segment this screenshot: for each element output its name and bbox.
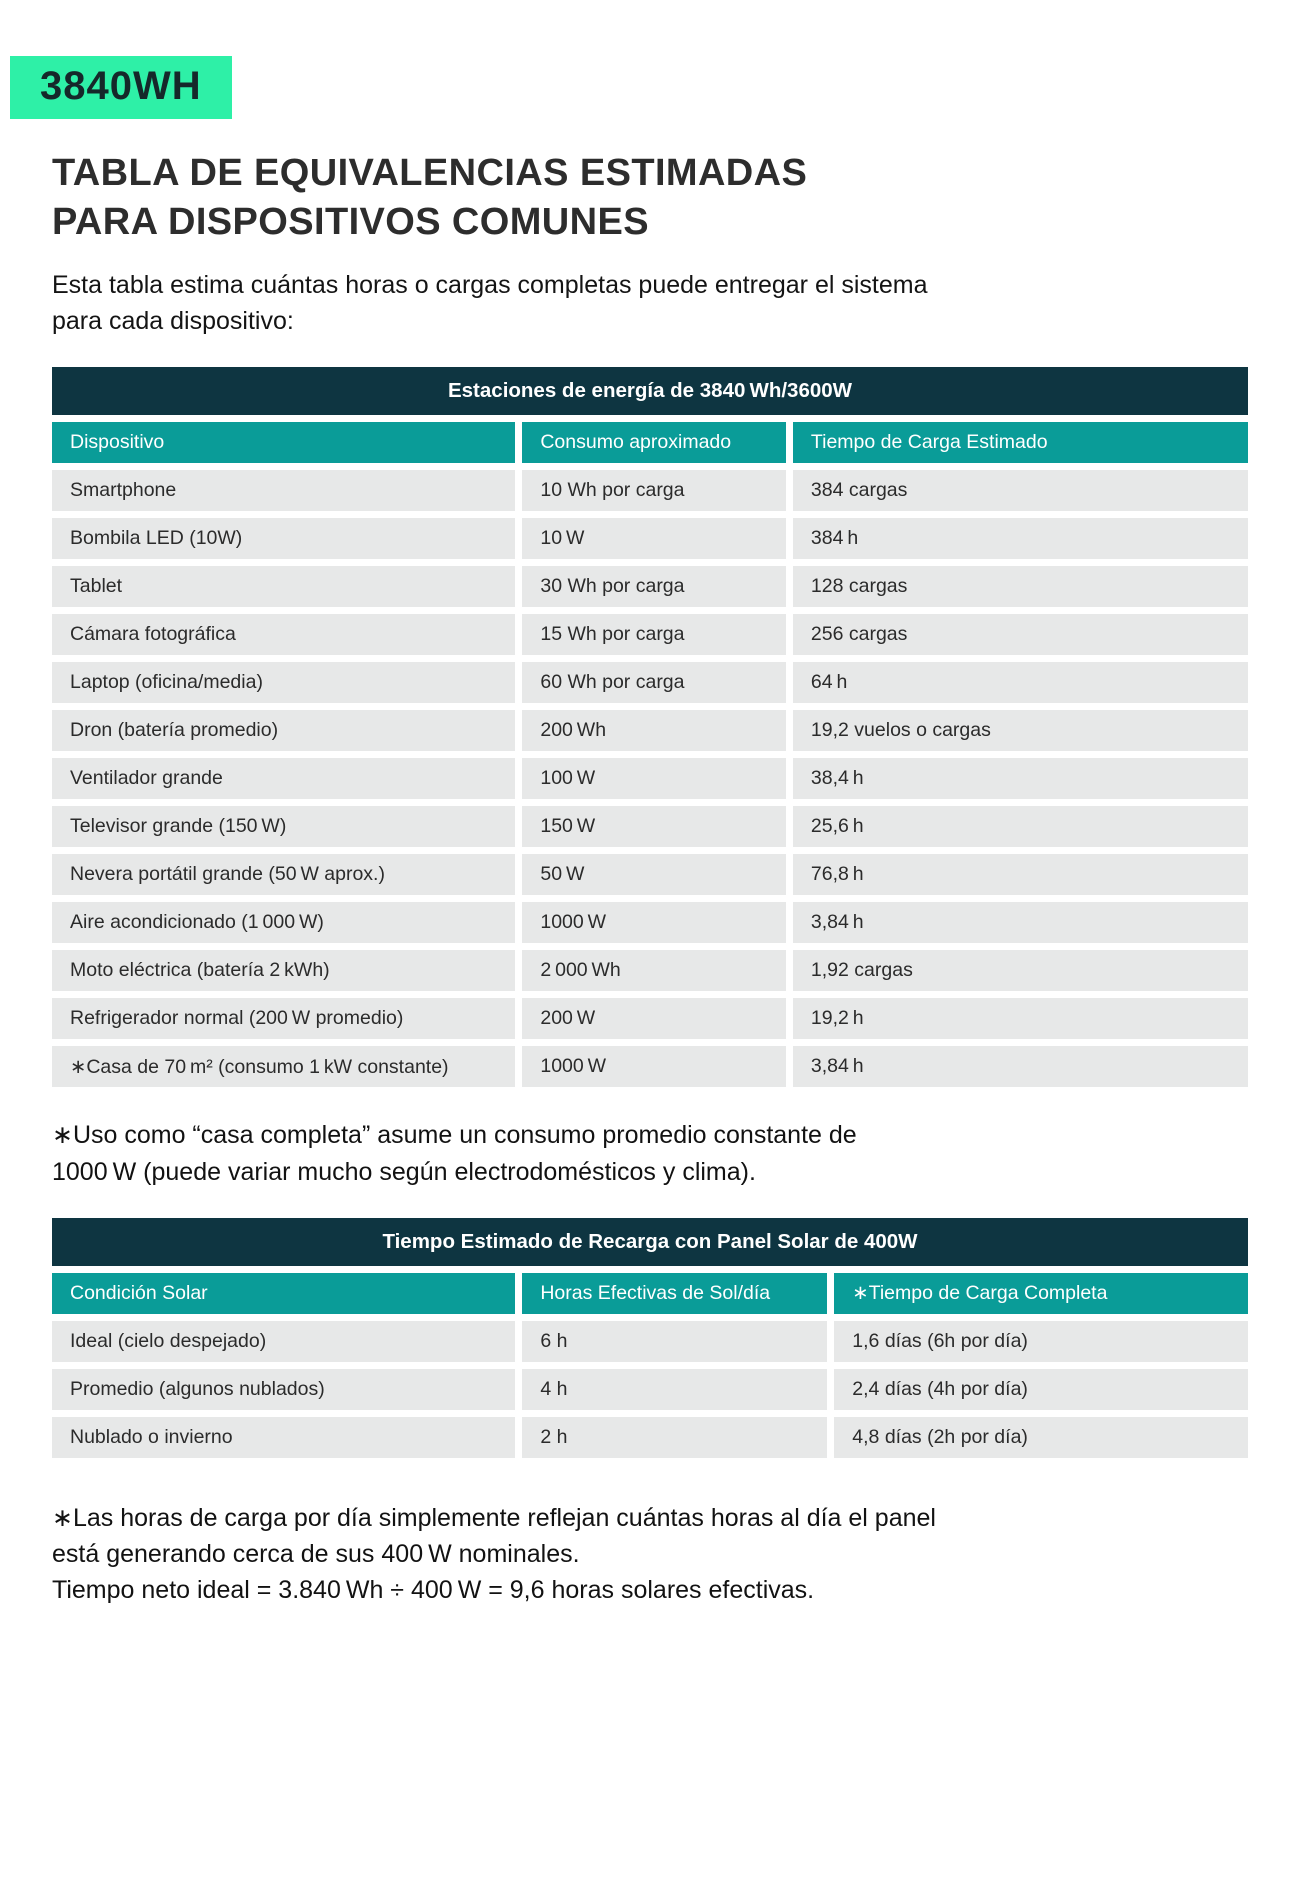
column-header: Horas Efectivas de Sol/día — [522, 1273, 827, 1314]
footnote-line: 1000 W (puede variar mucho según electrodomésticos y clima). — [52, 1157, 756, 1186]
table-cell: Televisor grande (150 W) — [52, 806, 515, 847]
table-cell: 19,2 vuelos o cargas — [793, 710, 1248, 751]
table-cell: 100 W — [522, 758, 786, 799]
page-title: TABLA DE EQUIVALENCIAS ESTIMADAS PARA DISPOSITIVOS COMUNES — [52, 152, 808, 243]
table-cell: 3,84 h — [793, 902, 1248, 943]
devices-table-grid — [52, 422, 1248, 1087]
column-header: Dispositivo — [52, 422, 515, 463]
intro-text: Esta tabla estima cuántas horas o cargas completas puede entregar el sistema para cada dispositivo: — [52, 271, 928, 335]
table-cell: 200 W — [522, 998, 786, 1039]
solar-hours-footnote — [52, 1500, 1248, 1609]
table-cell: 25,6 h — [793, 806, 1248, 847]
table-cell: 1000 W — [522, 902, 786, 943]
table-cell: 50 W — [522, 854, 786, 895]
house-usage-footnote — [52, 1117, 1248, 1190]
table-cell: ∗Casa de 70 m² (consumo 1 kW constante) — [52, 1046, 515, 1087]
table-cell: Refrigerador normal (200 W promedio) — [52, 998, 515, 1039]
table-cell: 10 Wh por carga — [522, 470, 786, 511]
table-cell: 4,8 días (2h por día) — [834, 1417, 1248, 1458]
table-cell: Moto eléctrica (batería 2 kWh) — [52, 950, 515, 991]
table-cell: 3,84 h — [793, 1046, 1248, 1087]
table-cell: 1,92 cargas — [793, 950, 1248, 991]
footnote-line: Tiempo neto ideal = 3.840 Wh ÷ 400 W = 9,6 horas solares efectivas. — [52, 1576, 815, 1605]
table-cell: 19,2 h — [793, 998, 1248, 1039]
table-cell: 1,6 días (6h por día) — [834, 1321, 1248, 1362]
column-header: Tiempo de Carga Estimado — [793, 422, 1248, 463]
solar-recharge-table — [52, 1218, 1248, 1458]
footnote-line: está generando cerca de sus 400 W nominales. — [52, 1540, 580, 1568]
table-cell: Promedio (algunos nublados) — [52, 1369, 515, 1410]
devices-table-title: Estaciones de energía de 3840 Wh/3600W — [52, 367, 1248, 415]
table-cell: 2 000 Wh — [522, 950, 786, 991]
capacity-badge: 3840WH — [10, 56, 232, 119]
table-cell: 128 cargas — [793, 566, 1248, 607]
table-cell: 64 h — [793, 662, 1248, 703]
table-cell: 10 W — [522, 518, 786, 559]
table-cell: 30 Wh por carga — [522, 566, 786, 607]
solar-recharge-table-title: Tiempo Estimado de Recarga con Panel Solar de 400W — [52, 1218, 1248, 1266]
table-cell: Dron (batería promedio) — [52, 710, 515, 751]
column-header: ∗Tiempo de Carga Completa — [834, 1273, 1248, 1314]
table-cell: 76,8 h — [793, 854, 1248, 895]
table-cell: Laptop (oficina/media) — [52, 662, 515, 703]
table-cell: 2,4 días (4h por día) — [834, 1369, 1248, 1410]
table-cell: Bombila LED (10W) — [52, 518, 515, 559]
table-cell: 1000 W — [522, 1046, 786, 1087]
table-cell: Aire acondicionado (1 000 W) — [52, 902, 515, 943]
table-cell: 2 h — [522, 1417, 827, 1458]
table-cell: Nublado o invierno — [52, 1417, 515, 1458]
table-cell: 60 Wh por carga — [522, 662, 786, 703]
table-cell: Cámara fotográfica — [52, 614, 515, 655]
table-cell: Tablet — [52, 566, 515, 607]
table-cell: 384 cargas — [793, 470, 1248, 511]
footnote-line: ∗Uso como “casa completa” asume un consumo promedio constante de — [52, 1121, 857, 1150]
table-cell: 6 h — [522, 1321, 827, 1362]
devices-table — [52, 367, 1248, 1087]
table-cell: 150 W — [522, 806, 786, 847]
table-cell: 200 Wh — [522, 710, 786, 751]
table-cell: 38,4 h — [793, 758, 1248, 799]
table-cell: 4 h — [522, 1369, 827, 1410]
footnote-line: ∗Las horas de carga por día simplemente reflejan cuántas horas al día el panel — [52, 1503, 936, 1532]
table-cell: 384 h — [793, 518, 1248, 559]
table-cell: Ventilador grande — [52, 758, 515, 799]
solar-recharge-table-grid — [52, 1273, 1248, 1458]
column-header: Consumo aproximado — [522, 422, 786, 463]
table-cell: Smartphone — [52, 470, 515, 511]
table-cell: 256 cargas — [793, 614, 1248, 655]
column-header: Condición Solar — [52, 1273, 515, 1314]
table-cell: Nevera portátil grande (50 W aprox.) — [52, 854, 515, 895]
table-cell: Ideal (cielo despejado) — [52, 1321, 515, 1362]
table-cell: 15 Wh por carga — [522, 614, 786, 655]
